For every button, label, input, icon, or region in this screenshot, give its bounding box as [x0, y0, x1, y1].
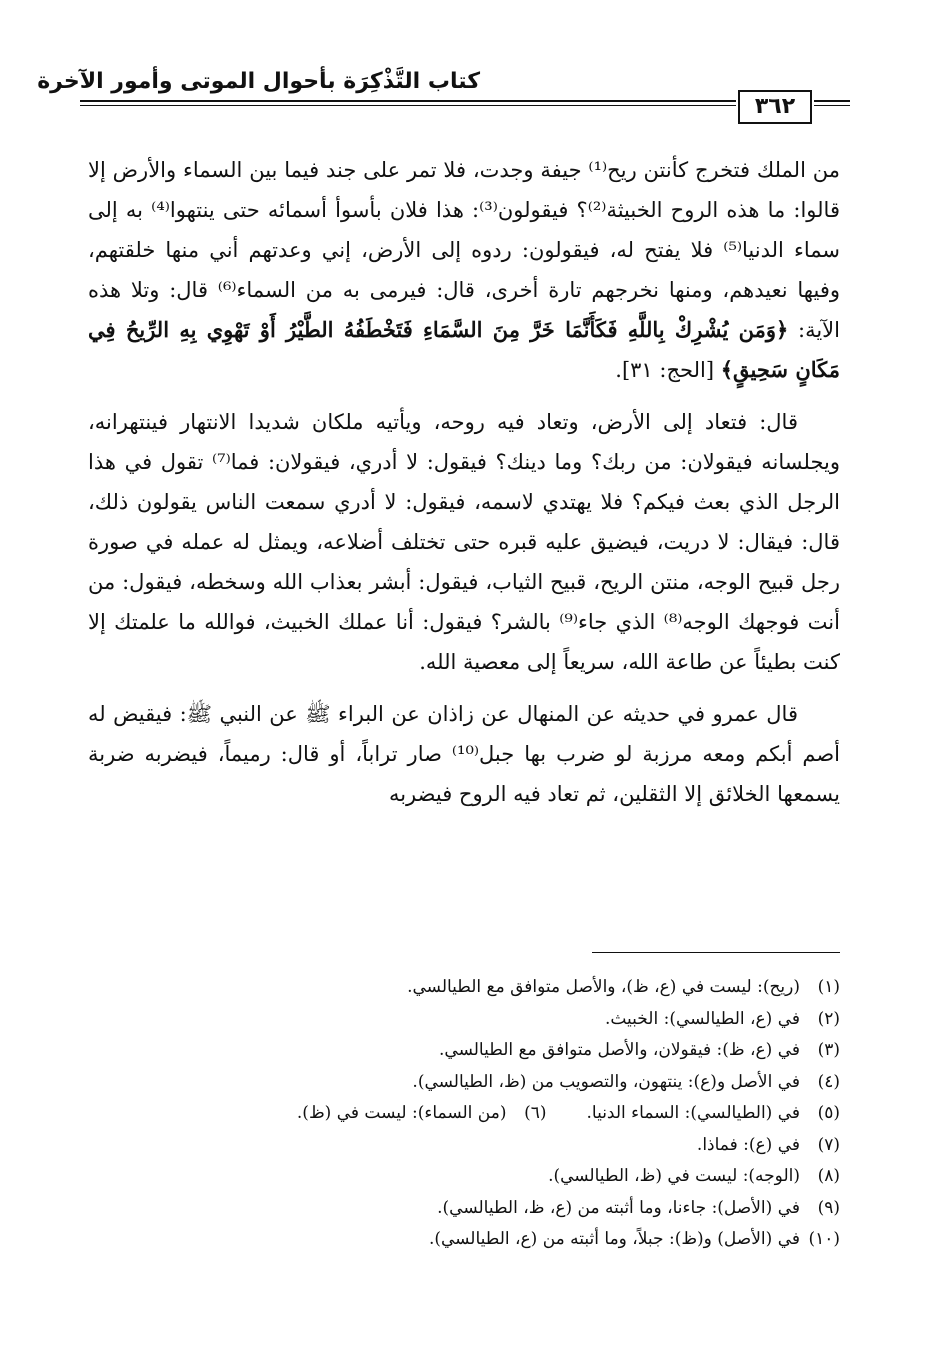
- footnote-number: (٨): [817, 1166, 840, 1186]
- footnote-7: [88, 1130, 840, 1162]
- footnote-number: (٢): [817, 1008, 840, 1029]
- paragraph-3: قال عمرو في حديثه عن المنهال عن زاذان عن البراء ﷺ عن النبي ﷺ: فيقيض له أصم أبكم ومعه مرزبة لو ضرب بها جبل⁽¹⁰⁾ صار تراباً، أو قال: رميماً، فيضربه ضربة يسمعها الخلائق إلا الثقلين، ثم تعاد فيه الروح فيضربه: [88, 702, 840, 806]
- quran-verse: ﴿وَمَن يُشْرِكْ بِاللَّهِ فَكَأَنَّمَا خَرَّ مِنَ السَّمَاءِ فَتَخْطَفُهُ الطَّيْرُ أَوْ تَهْوِي بِهِ الرِّيحُ فِي مَكَانٍ سَحِيقٍ﴾: [88, 317, 840, 382]
- footnote-text: في الأصل و(ع): ينتهون، والتصويب من (ظ، الطيالسي).: [412, 1071, 800, 1092]
- footnote-number: (١٠): [808, 1229, 840, 1249]
- paragraph-1: [88, 150, 840, 390]
- footnote-number: (١): [817, 977, 840, 997]
- footnote-number: (٣): [817, 1040, 840, 1060]
- footnote-text: في (ع): فماذا.: [696, 1134, 800, 1155]
- footnote-separator: [592, 952, 840, 953]
- verse-reference: [الحج: ٣١].: [615, 358, 715, 382]
- footnote-text: في (الأصل) و(ظ): جبلاً، وما أثبته من (ع، الطيالسي).: [428, 1229, 800, 1249]
- footnote-6: [297, 1098, 547, 1130]
- header-rule-right: [814, 100, 850, 102]
- footnotes: [88, 972, 840, 1256]
- footnote-text: (من السماء): ليست في (ظ).: [296, 1103, 507, 1123]
- paragraph-2: قال: فتعاد إلى الأرض، وتعاد فيه روحه، ويأتيه ملكان شديدا الانتهار فينتهرانه، ويجلسانه فيقولان: من ربك؟ وما دينك؟ فيقول: لا أدري، فيقولان: فما⁽⁷⁾ تقول في هذا الرجل الذي بعث فيكم؟ فلا يهتدي لاسمه، فيقول: لا أدري سمعت الناس يقولون ذلك، قال: فيقال: لا دريت، فيضيق عليه قبره حتى تختلف أضلاعه، ويمثل له عمله في صورة رجل قبيح الوجه، منتن الريح، قبيح الثياب، فيقول: أبشر بعذاب الله وسخطه، فيقول: من أنت فوجهك الوجه⁽⁸⁾ الذي جاء⁽⁹⁾ بالشر؟ فيقول: أنا عملك الخبيث، فوالله ما علمتك إلا كنت بطيئاً عن طاعة الله، سريعاً إلى معصية الله.: [88, 410, 841, 674]
- running-header-title: كتاب التَّذْكِرَة بأحوال الموتى وأمور الآخرة: [37, 69, 480, 94]
- footnote-number: (٧): [817, 1134, 840, 1155]
- page-number: ٣٦٢: [738, 90, 812, 124]
- header-rule-right-thin: [814, 105, 850, 106]
- footnote-text: (الوجه): ليست في (ظ، الطيالسي).: [548, 1166, 800, 1186]
- footnote-number: (٩): [817, 1197, 840, 1218]
- footnote-8: [88, 1161, 840, 1193]
- footnote-text: (ريح): ليست في (ع، ظ)، والأصل متوافق مع الطيالسي.: [407, 977, 800, 997]
- footnote-number: (٦): [524, 1103, 547, 1123]
- footnote-text: في (ع، الطيالسي): الخبيث.: [604, 1008, 800, 1029]
- header-rule-thin: [80, 105, 736, 106]
- footnote-2: [88, 1004, 840, 1036]
- footnote-9: [88, 1193, 840, 1225]
- header-rule: [80, 100, 736, 102]
- footnote-number: (٥): [817, 1103, 840, 1123]
- footnote-text: في (الأصل): جاءنا، وما أثبته من (ع، ظ، الطيالسي).: [437, 1197, 800, 1218]
- paragraph-1-text: من الملك فتخرج كأنتن ريح⁽¹⁾ جيفة وجدت، فلا تمر على جند فيما بين السماء والأرض إلا قالوا: ما هذه الروح الخبيثة⁽²⁾؟ فيقولون⁽³⁾: هذا فلان بأسوأ أسمائه حتى ينتهوا⁽⁴⁾ به إلى سماء الدنيا⁽⁵⁾ فلا يفتح له، فيقولون: ردوه إلى الأرض، إني وعدتهم أني منها خلقتهم، وفيها نعيدهم، ومنها نخرجهم تارة أخرى، قال: فيرمى به من السماء⁽⁶⁾ قال: وتلا هذه الآية:: [88, 158, 840, 342]
- body-text: [88, 150, 840, 814]
- footnote-10: [88, 1224, 840, 1256]
- footnote-text: في (الطيالسي): السماء الدنيا.: [586, 1103, 800, 1123]
- footnote-number: (٤): [817, 1071, 840, 1092]
- footnote-5-6: [88, 1098, 840, 1130]
- footnote-1: [88, 972, 840, 1004]
- footnote-3: [88, 1035, 840, 1067]
- footnote-4: [88, 1067, 840, 1099]
- footnote-text: في (ع، ظ): فيقولان، والأصل متوافق مع الطيالسي.: [439, 1040, 800, 1060]
